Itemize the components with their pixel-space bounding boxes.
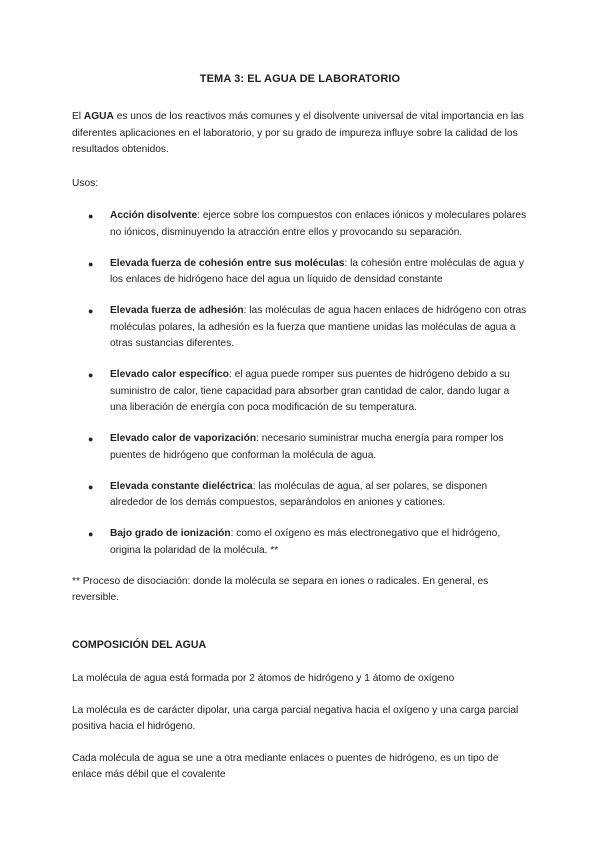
intro-bold-term: AGUA [83, 111, 114, 122]
use-item [88, 526, 528, 559]
uses-list [72, 208, 528, 559]
use-text: : ejerce sobre los compuestos con enlaces iónicos y moleculares polares no iónicos, disminuyendo la atracción entre ellos y provocando su separación. [110, 210, 527, 238]
bullet-icon: ● [88, 481, 94, 492]
intro-paragraph [72, 109, 528, 159]
use-term: Elevado calor específico [110, 369, 229, 380]
use-item [88, 479, 528, 512]
bullet-icon: ● [88, 370, 94, 380]
use-text: : el agua puede romper sus puentes de hidrógeno debido a su suministro de calor, tiene capacidad para absorber gran cantidad de calor, dando lugar a una liberación de energía con poca modificación de su temperatura. [110, 369, 510, 413]
use-term: Elevada fuerza de adhesión [110, 305, 244, 316]
use-text: : necesario suministrar mucha energía para romper los puentes de hidrógeno que conforman la molécula de agua. [110, 433, 504, 461]
section-paragraph: Cada molécula de agua se une a otra mediante enlaces o puentes de hidrógeno, es un tipo de enlace más débil que el covalente [72, 752, 499, 780]
use-text: : las moléculas de agua hacen enlaces de hidrógeno con otras moléculas polares, la adhesión es la fuerza que mantiene unidas las moléculas de agua a otras sustancias diferentes. [110, 305, 527, 349]
footnote: ** Proceso de disociación: donde la molécula se separa en iones o radicales. En general, es reversible. [72, 575, 489, 603]
use-item [88, 303, 528, 353]
use-item [88, 367, 528, 417]
document-title: TEMA 3: EL AGUA DE LABORATORIO [199, 73, 401, 85]
use-item [88, 208, 528, 241]
use-term: Elevada fuerza de cohesión entre sus moléculas [110, 257, 345, 269]
use-item [88, 256, 528, 289]
use-term: Elevado calor de vaporización [110, 433, 257, 444]
intro-prefix: El [72, 111, 84, 122]
use-text: : la cohesión entre moléculas de agua y los enlaces de hidrógeno hace del agua un líquido de densidad constante [110, 257, 524, 285]
use-item [88, 431, 528, 464]
bullet-icon: ● [88, 529, 94, 539]
bullet-icon: ● [88, 434, 94, 444]
bullet-icon: ● [88, 258, 94, 269]
use-term: Acción disolvente [110, 210, 198, 221]
section-heading: COMPOSICIÓN DEL AGUA [72, 638, 207, 651]
bullet-icon: ● [88, 306, 94, 316]
intro-rest: es unos de los reactivos más comunes y el disolvente universal de vital importancia en las diferentes aplicaciones en el laboratorio, y por su grado de impureza influye sobre la calidad de los resultados obtenidos. [72, 111, 524, 155]
bullet-icon: ● [88, 211, 94, 221]
usos-label: Usos: [72, 177, 99, 189]
use-text: : como el oxígeno es más electronegativo que el hidrógeno, origina la polaridad de la molécula. ** [110, 528, 501, 556]
use-term: Elevada constante dieléctrica [110, 480, 253, 492]
use-term: Bajo grado de ionización [110, 528, 231, 539]
use-text: : las moléculas de agua, al ser polares, se disponen alrededor de los demás compuestos, separándolos en aniones y cationes. [110, 480, 488, 508]
section-paragraph: La molécula de agua está formada por 2 átomos de hidrógeno y 1 átomo de oxígeno [72, 673, 455, 684]
section-paragraph: La molécula es de carácter dipolar, una carga parcial negativa hacia el oxígeno y una carga parcial positiva hacia el hidrógeno. [72, 704, 519, 732]
